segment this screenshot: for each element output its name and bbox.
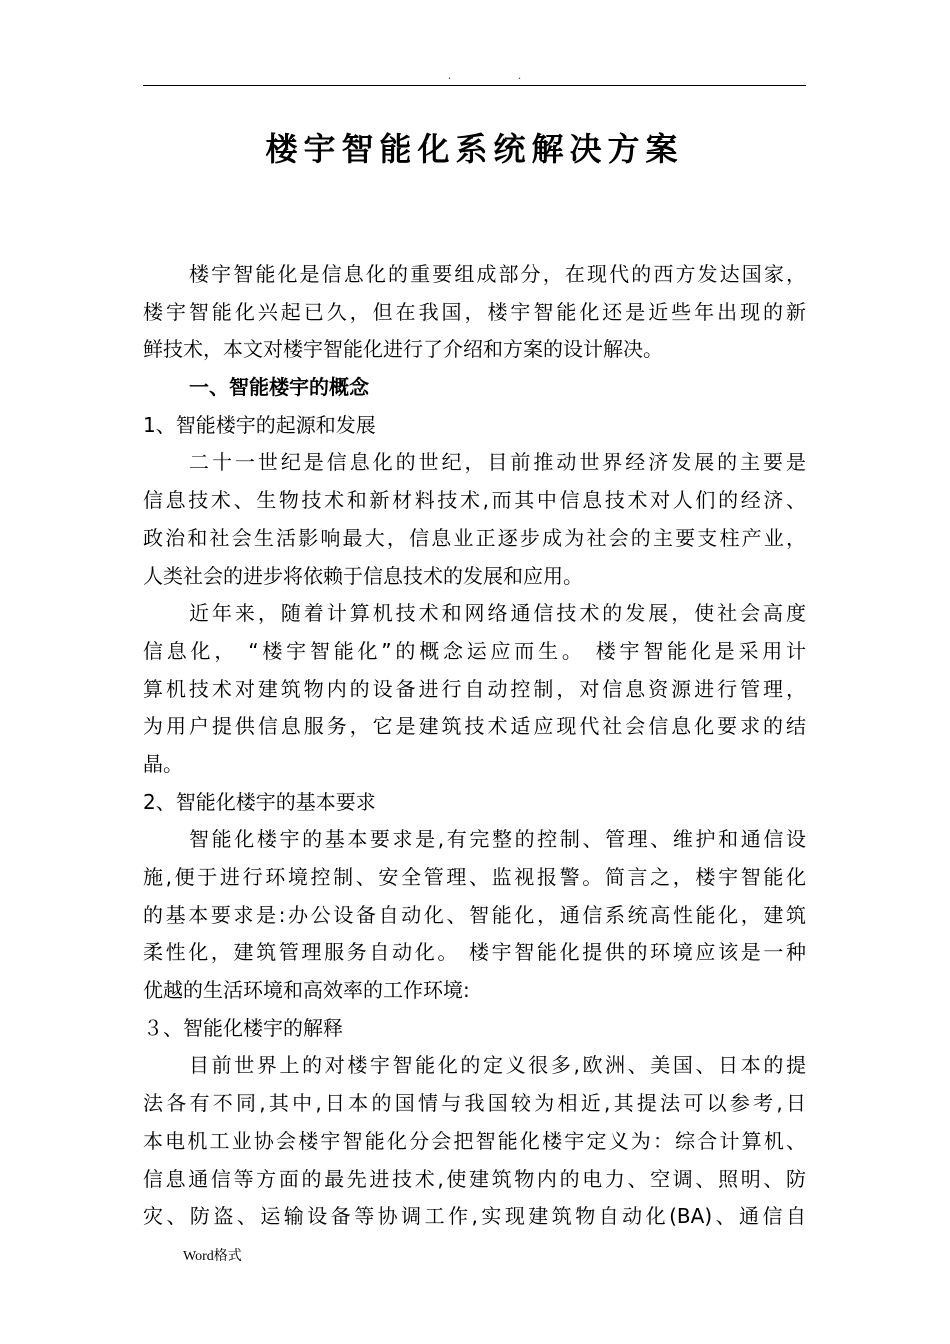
footer-label: Word格式 <box>183 1249 242 1264</box>
paragraph-line: 灾、防盗、运输设备等协调工作,实现建筑物自动化(BA)、通信自 <box>143 1204 806 1229</box>
paragraph-line: 鲜技术，本文对楼宇智能化进行了介绍和方案的设计解决。 <box>143 337 663 362</box>
paragraph-line: 楼宇智能化兴起已久，但在我国，楼宇智能化还是近些年出现的新 <box>143 299 806 324</box>
section-heading: 一、智能楼宇的概念 <box>189 375 369 400</box>
paragraph-line: 信息化， “楼宇智能化”的概念运应而生。 楼宇智能化是采用计 <box>143 638 806 663</box>
document-body <box>143 256 806 1236</box>
paragraph-line: 法各有不同,其中,日本的国情与我国较为相近,其提法可以参考,日 <box>143 1091 806 1116</box>
paragraph-line: 人类社会的进步将依赖于信息技术的发展和应用。 <box>143 563 583 588</box>
paragraph-line: 信息技术、生物技术和新材料技术,而其中信息技术对人们的经济、 <box>143 488 806 513</box>
paragraph-line: 智能化楼宇的基本要求是,有完整的控制、管理、维护和通信设 <box>189 827 806 852</box>
paragraph-line: 信息通信等方面的最先进技术,使建筑物内的电力、空调、照明、防 <box>143 1166 806 1191</box>
paragraph-line: 近年来，随着计算机技术和网络通信技术的发展，使社会高度 <box>189 601 806 626</box>
subsection-heading: 2、智能化楼宇的基本要求 <box>143 789 376 814</box>
paragraph-line: 晶。 <box>143 751 183 776</box>
paragraph-line: 柔性化，建筑管理服务自动化。 楼宇智能化提供的环境应该是一种 <box>143 940 806 965</box>
paragraph-line: 目前世界上的对楼宇智能化的定义很多,欧洲、美国、日本的提 <box>189 1053 806 1078</box>
paragraph-line: 施,便于进行环境控制、安全管理、监视报警。简言之，楼宇智能化 <box>143 865 806 889</box>
paragraph-line: 本电机工业协会楼宇智能化分会把智能化楼宇定义为：综合计算机、 <box>143 1128 806 1153</box>
header-rule <box>143 85 806 86</box>
paragraph-line: 楼宇智能化是信息化的重要组成部分，在现代的西方发达国家， <box>189 262 806 286</box>
paragraph-line: 政治和社会生活影响最大，信息业正逐步成为社会的主要支柱产业， <box>143 525 806 550</box>
subsection-heading: 1、智能楼宇的起源和发展 <box>143 412 376 437</box>
paragraph-line: 的基本要求是:办公设备自动化、智能化，通信系统高性能化，建筑 <box>143 902 806 927</box>
subsection-heading: ３、智能化楼宇的解释 <box>143 1015 343 1040</box>
paragraph-line: 算机技术对建筑物内的设备进行自动控制，对信息资源进行管理， <box>143 676 806 701</box>
header-dots: . . <box>448 68 553 82</box>
paragraph-line: 二十一世纪是信息化的世纪，目前推动世界经济发展的主要是 <box>189 450 806 475</box>
document-title: 楼宇智能化系统解决方案 <box>265 130 684 168</box>
paragraph-line: 优越的生活环境和高效率的工作环境: <box>143 978 470 1003</box>
paragraph-line: 为用户提供信息服务，它是建筑技术适应现代社会信息化要求的结 <box>143 714 806 739</box>
